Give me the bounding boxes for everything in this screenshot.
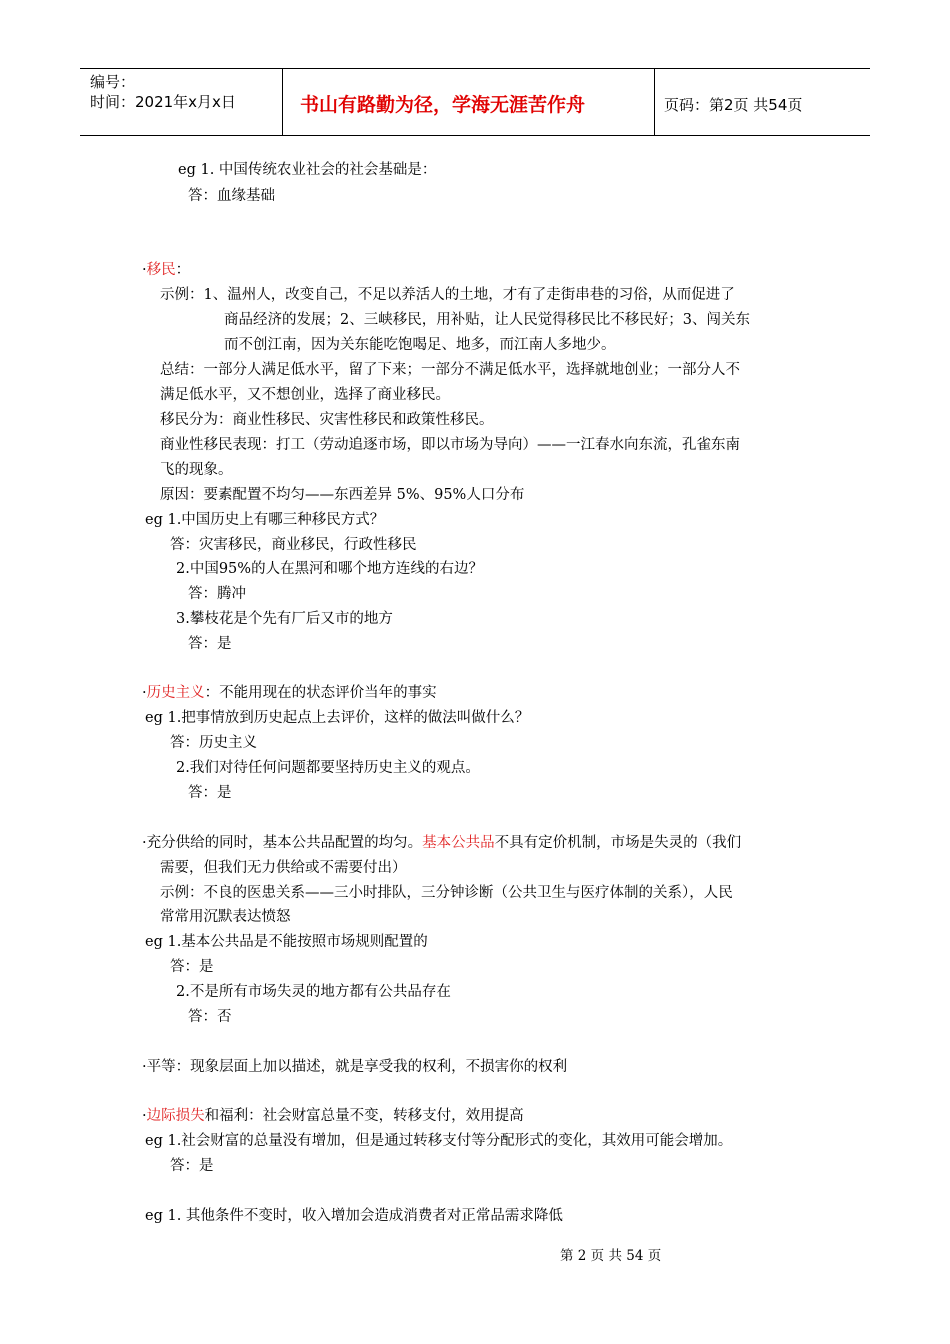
- term-highlight: 历史主义: [146, 685, 205, 701]
- section-heading: ·平等：现象层面上加以描述，就是享受我的权利，不损害你的权利: [142, 1059, 568, 1075]
- section-heading: ·边际损失和福利：社会财富总量不变，转移支付，效用提高: [142, 1108, 524, 1124]
- question: 2.不是所有市场失灵的地方都有公共品存在: [176, 984, 451, 1000]
- header-date: 时间：2021年x月x日: [90, 93, 236, 111]
- text-line: 商品经济的发展；2、三峡移民，用补贴，让人民觉得移民比不移民好；3、闯关东: [224, 312, 750, 328]
- question: eg 1.中国历史上有哪三种移民方式？: [145, 512, 385, 528]
- text-line: 需要，但我们无力供给或不需要付出）: [160, 860, 407, 876]
- answer: 答：是: [170, 1158, 214, 1174]
- term-highlight: 移民: [146, 262, 176, 278]
- text-line: 移民分为：商业性移民、灾害性移民和政策性移民。: [160, 412, 494, 428]
- question: eg 1. 中国传统农业社会的社会基础是：: [178, 162, 437, 178]
- text-line: 原因：要素配置不均匀——东西差异 5%、95%人口分布: [160, 487, 525, 503]
- text-line: 飞的现象。: [160, 462, 233, 478]
- bullet: ·: [142, 1108, 147, 1124]
- question: eg 1. 其他条件不变时，收入增加会造成消费者对正常品需求降低: [145, 1208, 563, 1224]
- answer: 答：血缘基础: [188, 188, 275, 204]
- question: 2.中国95%的人在黑河和哪个地方连线的右边？: [176, 561, 484, 577]
- answer: 答：是: [170, 959, 214, 975]
- text-line: 示例：不良的医患关系——三小时排队，三分钟诊断（公共卫生与医疗体制的关系），人民: [160, 885, 733, 901]
- header-bottom-rule: [80, 135, 870, 136]
- page-footer: 第 2 页 共 54 页: [560, 1248, 662, 1264]
- bullet: ·: [142, 262, 147, 278]
- text-line: 满足低水平，又不想创业，选择了商业移民。: [160, 387, 450, 403]
- question: eg 1.社会财富的总量没有增加，但是通过转移支付等分配形式的变化，其效用可能会增加。: [145, 1133, 733, 1149]
- text-line: 示例：1、温州人，改变自己，不足以养活人的土地，才有了走街串巷的习俗，从而促进了: [160, 287, 735, 303]
- text-line: 总结：一部分人满足低水平，留了下来；一部分不满足低水平，选择就地创业；一部分人不: [160, 362, 740, 378]
- section-heading: ·移民：: [142, 262, 191, 278]
- header-divider: [654, 68, 655, 135]
- question: eg 1.基本公共品是不能按照市场规则配置的: [145, 934, 428, 950]
- answer: 答：腾冲: [188, 586, 246, 602]
- answer: 答：是: [188, 785, 232, 801]
- bullet: ·: [142, 685, 147, 701]
- answer: 答：否: [188, 1009, 232, 1025]
- text-line: 常常用沉默表达愤怒: [160, 909, 291, 925]
- section-heading: ·充分供给的同时，基本公共品配置的均匀。基本公共品不具有定价机制，市场是失灵的（我们: [142, 835, 742, 851]
- section-heading: ·历史主义：不能用现在的状态评价当年的事实: [142, 685, 437, 701]
- text-line: 商业性移民表现：打工（劳动追逐市场，即以市场为导向）——一江春水向东流，孔雀东南: [160, 437, 740, 453]
- text-line: 而不创江南，因为关东能吃饱喝足、地多，而江南人多地少。: [224, 337, 616, 353]
- term-highlight: 基本公共品: [422, 835, 495, 851]
- header-number: 编号：: [90, 73, 136, 91]
- header-top-rule: [80, 68, 870, 69]
- header-page-number: 页码：第2页 共54页: [664, 96, 803, 114]
- question: eg 1.把事情放到历史起点上去评价，这样的做法叫做什么？: [145, 710, 530, 726]
- answer: 答：历史主义: [170, 735, 257, 751]
- question: 2.我们对待任何问题都要坚持历史主义的观点。: [176, 760, 480, 776]
- header-divider: [282, 68, 283, 135]
- header-motto: 书山有路勤为径，学海无涯苦作舟: [300, 94, 586, 116]
- answer: 答：灾害移民，商业移民，行政性移民: [170, 537, 417, 553]
- answer: 答：是: [188, 636, 232, 652]
- term-highlight: 边际损失: [146, 1108, 205, 1124]
- question: 3.攀枝花是个先有厂后又市的地方: [176, 611, 393, 627]
